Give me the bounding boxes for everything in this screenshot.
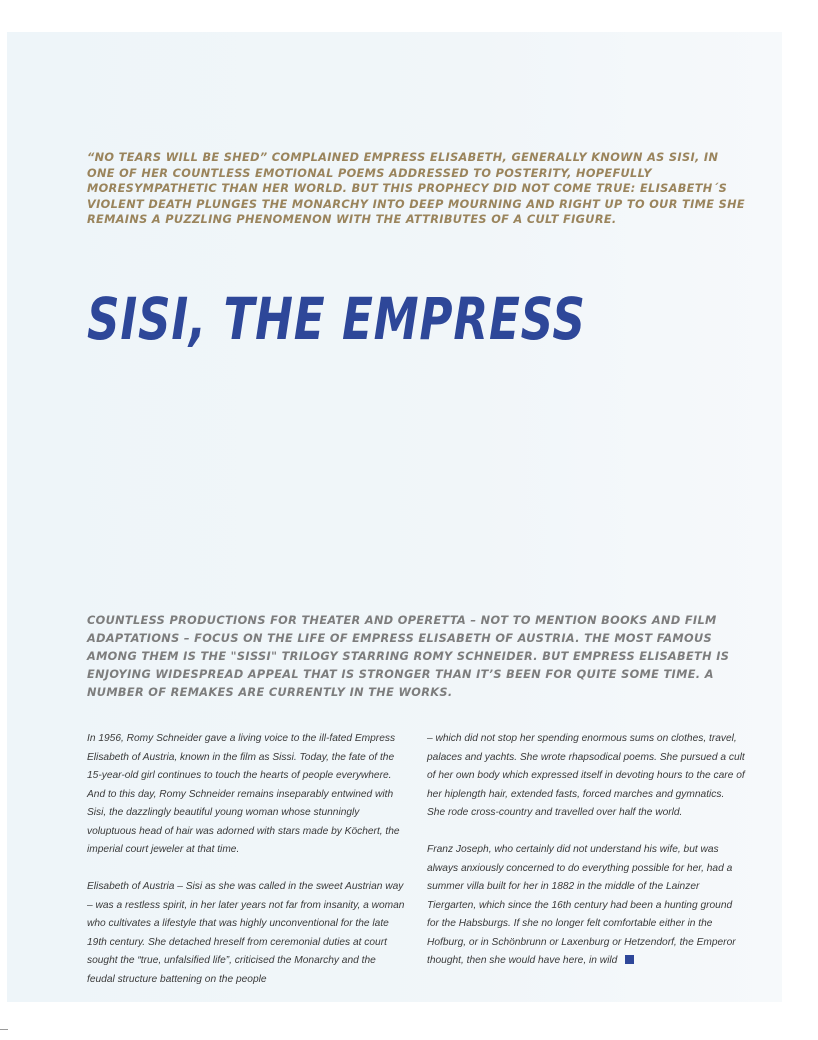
body-paragraph: In 1956, Romy Schneider gave a living voice to the ill-fated Empress Elisabeth of Austria, known in the film as Sissi. Today, the fate of the 15-year-old girl continues to touch the hearts of people everywhere. And to this day, Romy Schneider remains inseparably entwined with Sisi, the dazzlingly beautiful young woman whose stunningly voluptuous head of hair was adorned with stars made by Köchert, the imperial court jeweler at that time. [87, 733, 400, 855]
magazine-page [7, 32, 782, 1002]
body-column-right [427, 730, 745, 971]
body-paragraph-text: Franz Joseph, who certainly did not understand his wife, but was always anxiously concerned to do everything possible for her, had a summer villa built for her in 1882 in the middle of the Lainzer Tiergarten, which since the 16th century had been a hunting ground for the Habsburgs. If she no longer felt comfortable either in the Hofburg, or in Schönbrunn or Laxenburg or Hetzendorf, the Emperor thought, then she would have here, in wild [427, 844, 736, 966]
body-paragraph: Elisabeth of Austria – Sisi as she was called in the sweet Austrian way – was a restless spirit, in her later years not far from insanity, a woman who cultivates a lifestyle that was highly unconventional for the late 19th century. She detached hreself from ceremonial duties at court sought the “true, unfalsified life”, criticised the Monarchy and the feudal structure battening on the people [87, 881, 405, 985]
end-of-article-square-icon [625, 955, 634, 964]
intro-paragraph: “NO TEARS WILL BE SHED” COMPLAINED EMPRESS ELISABETH, GENERALLY KNOWN AS SISI, IN ONE OF HER COUNTLESS EMOTIONAL POEMS ADDRESSED TO POSTERITY, HOPEFULLY MORESYMPATHETIC THAN HER WORLD. BUT THIS PROPHECY DID NOT COME TRUE: ELISABETH´S VIOLENT DEATH PLUNGES THE MONARCHY INTO DEEP MOURNING AND RIGHT UP TO OUR TIME SHE REMAINS A PUZZLING PHENOMENON WITH THE ATTRIBUTES OF A CULT FIGURE. [87, 151, 745, 226]
body-paragraph: – which did not stop her spending enormous sums on clothes, travel, palaces and yachts. She wrote rhapsodical poems. She pursued a cult of her own body which expressed itself in devoting hours to the care of her hiplength hair, extended fasts, forced marches and gymnatics. She rode cross-country and travelled over half the world. [427, 733, 745, 818]
lead-paragraph: COUNTLESS PRODUCTIONS FOR THEATER AND OPERETTA – NOT TO MENTION BOOKS AND FILM ADAPTATIONS – FOCUS ON THE LIFE OF EMPRESS ELISABETH OF AUSTRIA. THE MOST FAMOUS AMONG THEM IS THE "SISSI" TRILOGY STARRING ROMY SCHNEIDER. BUT EMPRESS ELISABETH IS ENJOYING WIDESPREAD APPEAL THAT IS STRONGER THAN IT’S BEEN FOR QUITE SOME TIME. A NUMBER OF REMAKES ARE CURRENTLY IN THE WORKS. [87, 614, 730, 699]
body-paragraph-last [427, 841, 745, 971]
page-corner-mark [0, 1029, 8, 1030]
article-title: SISI, THE EMPRESS [87, 285, 586, 353]
body-column-left [87, 730, 405, 989]
